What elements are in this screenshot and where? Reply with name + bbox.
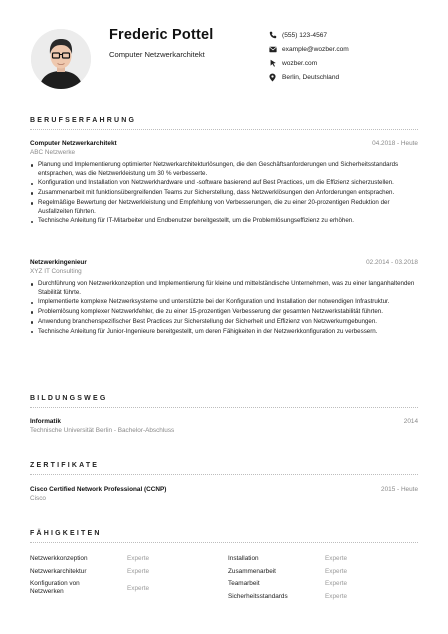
job-date: 04.2018 - Heute	[372, 140, 418, 147]
skill-name: Konfiguration von Netzwerken	[30, 580, 80, 596]
education-entry	[30, 418, 418, 436]
resume-header	[0, 0, 448, 100]
portrait-image	[31, 29, 91, 89]
section-title-certificates: ZERTIFIKATE	[30, 462, 100, 469]
job-title: Netzwerkingenieur	[30, 259, 87, 266]
skill-level: Experte	[325, 580, 348, 587]
degree-date: 2014	[403, 418, 418, 425]
skill-level: Experte	[127, 555, 150, 562]
job-bullets	[30, 161, 418, 226]
phone-icon	[268, 31, 277, 40]
job-date: 02.2014 - 03.2018	[366, 259, 418, 266]
experience-entry	[30, 140, 418, 227]
section-title-skills: FÄHIGKEITEN	[30, 530, 102, 537]
job-company: ABC Netzwerke	[30, 149, 76, 156]
degree-title: Informatik	[30, 418, 61, 425]
skill-name: Installation	[228, 555, 259, 562]
list-item: Planung und Implementierung optimierter Netzwerkarchitekturlösungen, die den Geschäftsanforderungen und Sicherheitsstandards entsprachen, was die Netzwerkleistung um 30 % verbesserte.	[30, 161, 418, 178]
section-divider	[30, 129, 418, 130]
skill-name: Zusammenarbeit	[228, 568, 276, 575]
candidate-name: Frederic Pottel	[109, 27, 214, 43]
skill-level: Experte	[127, 568, 150, 575]
list-item: Zusammenarbeit mit funktionsübergreifenden Teams zur Sicherstellung, dass Netzwerklösungen den Anforderungen entsprachen.	[30, 189, 418, 198]
skill-level: Experte	[325, 555, 348, 562]
certificate-issuer: Cisco	[30, 495, 46, 502]
skill-name: Teamarbeit	[228, 580, 260, 587]
experience-entry	[30, 259, 418, 338]
skill-level: Experte	[325, 568, 348, 575]
skill-name: Sicherheitsstandards	[228, 593, 288, 600]
location-pin-icon	[268, 73, 277, 82]
section-title-education: BILDUNGSWEG	[30, 395, 108, 402]
job-bullets	[30, 280, 418, 336]
list-item: Regelmäßige Bewertung der Netzwerkleistung und Empfehlung von Verbesserungen, die zu einer 20-prozentigen Reduktion der Ausfallzeiten führten.	[30, 199, 418, 216]
candidate-role: Computer Netzwerkarchitekt	[109, 50, 205, 59]
contact-website[interactable]: wozber.com	[268, 56, 349, 70]
skill-name: Netzwerkkonzeption	[30, 555, 88, 562]
skill-level: Experte	[325, 593, 348, 600]
list-item: Konfiguration und Installation von Netzwerkhardware und -software basierend auf Best Practices, um die Effizienz sicherzustellen.	[30, 179, 418, 188]
envelope-icon	[268, 45, 277, 54]
contact-list	[268, 28, 349, 84]
link-icon	[268, 59, 277, 68]
list-item: Problemlösung komplexer Netzwerkfehler, die zu einer 15-prozentigen Verbesserung der gesamten Netzwerkstabilität führten.	[30, 308, 418, 317]
list-item: Implementierte komplexe Netzwerksysteme und unterstützte bei der Konfiguration und Installation der notwendigen Infrastruktur.	[30, 298, 418, 307]
avatar	[31, 29, 91, 89]
list-item: Durchführung von Netzwerkkonzeption und Implementierung für kleine und mittelständische Unternehmen, was zu einer langanhaltenden Stabilität führte.	[30, 280, 418, 297]
certificate-entry	[30, 486, 418, 504]
list-item: Technische Anleitung für Junior-Ingenieure bereitgestellt, um deren Fähigkeiten in der Netzwerkkonfiguration zu verbessern.	[30, 328, 418, 337]
section-divider	[30, 407, 418, 408]
section-divider	[30, 542, 418, 543]
job-title: Computer Netzwerkarchitekt	[30, 140, 117, 147]
skill-level: Experte	[127, 585, 150, 592]
contact-email[interactable]: example@wozber.com	[268, 42, 349, 56]
certificate-date: 2015 - Heute	[381, 486, 418, 493]
skill-name: Netzwerkarchitektur	[30, 568, 87, 575]
section-divider	[30, 474, 418, 475]
certificate-title: Cisco Certified Network Professional (CCNP)	[30, 486, 167, 493]
degree-institution: Technische Universität Berlin - Bachelor-Abschluss	[30, 427, 175, 434]
job-company: XYZ IT Consulting	[30, 268, 82, 275]
list-item: Anwendung branchenspezifischer Best Practices zur Sicherstellung der Sicherheit und Effizienz von Netzwerkumgebungen.	[30, 318, 418, 327]
section-title-experience: BERUFSERFAHRUNG	[30, 117, 137, 124]
contact-location: Berlin, Deutschland	[268, 70, 349, 84]
contact-phone: (555) 123-4567	[268, 28, 349, 42]
list-item: Technische Anleitung für IT-Mitarbeiter und Endbenutzer bereitgestellt, um die Problemlösungseffizienz zu erhöhen.	[30, 217, 418, 226]
